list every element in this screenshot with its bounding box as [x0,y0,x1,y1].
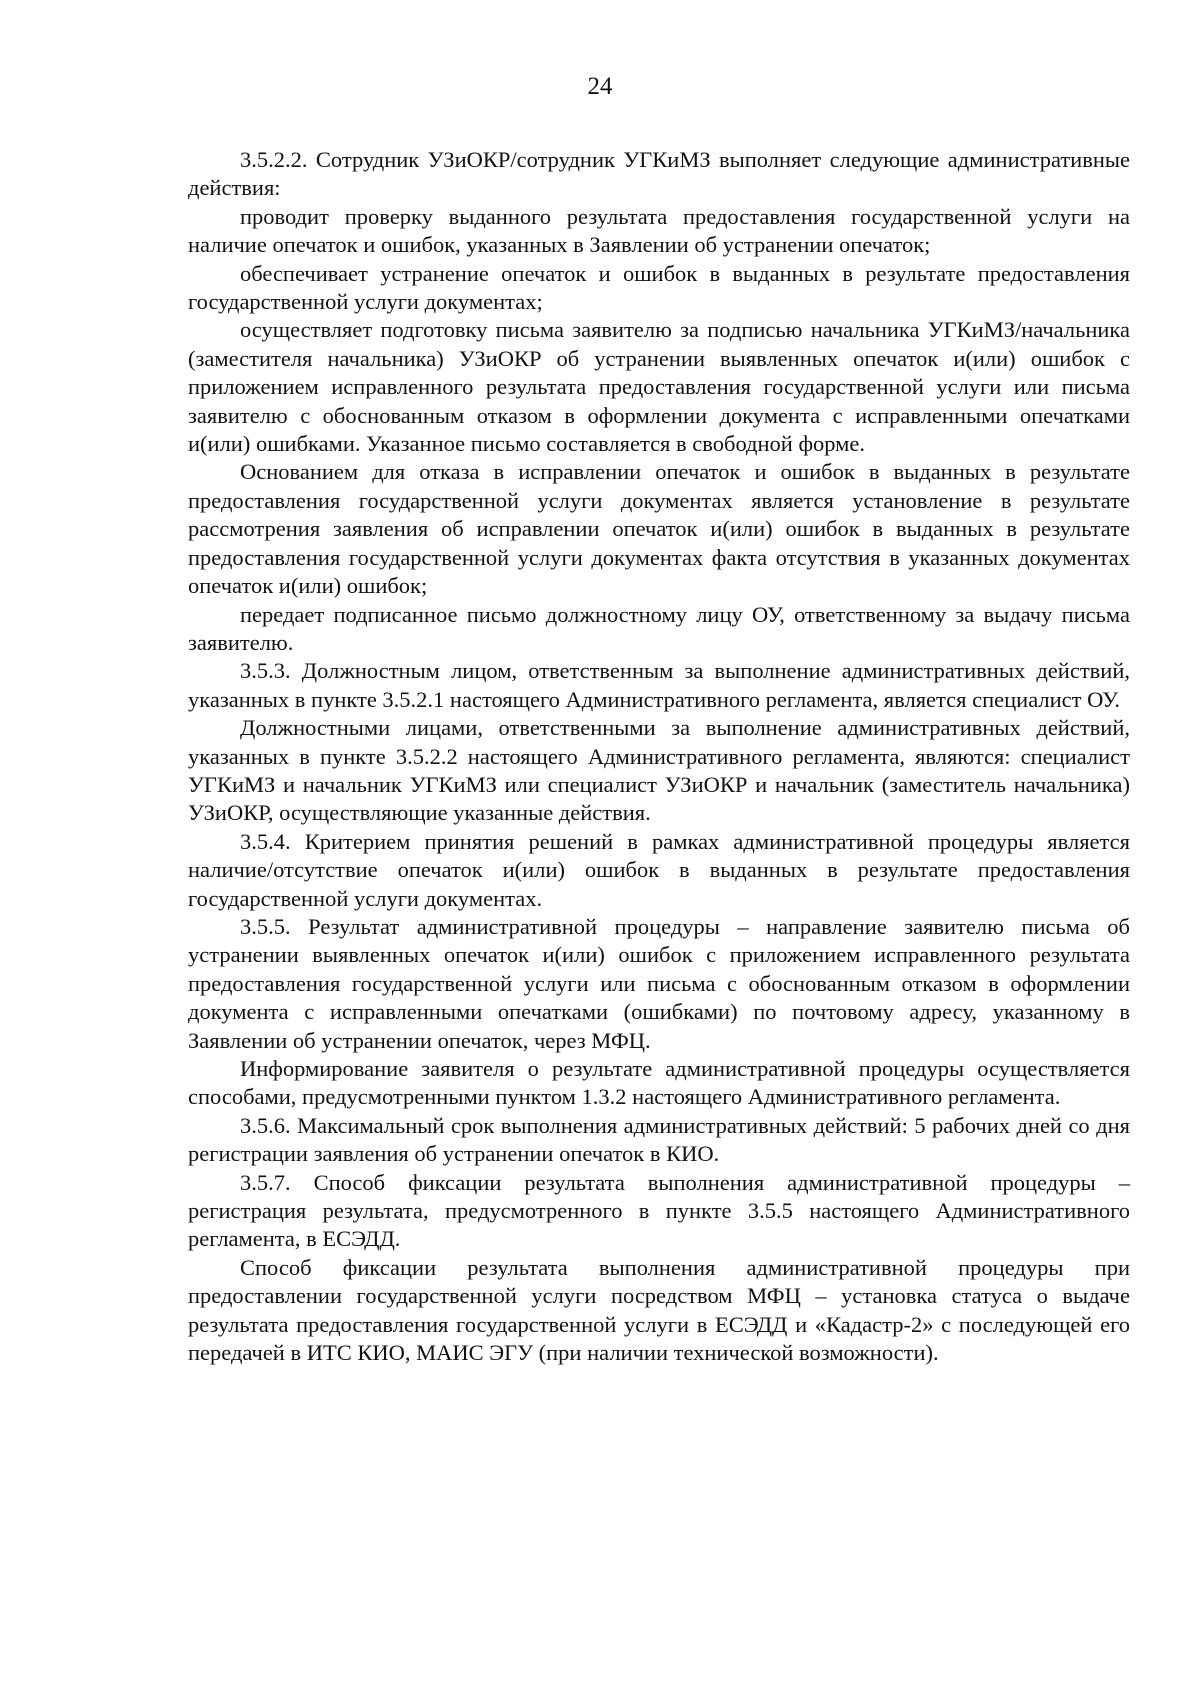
paragraph-3-5-7: 3.5.7. Способ фиксации результата выполнения административной процедуры – регистрация результата, предусмотренного в пункте 3.5.5 настоящего Административного регламента, в ЕСЭДД. [188,1169,1130,1252]
paragraph-prepare-letter: осуществляет подготовку письма заявителю за подписью начальника УГКиМЗ/начальника (заместителя начальника) УЗиОКР об устранении выявленных опечаток и(или) ошибок с приложением исправленного результата предоставления государственной услуги или письма заявителю с обоснованным отказом в оформлении документа с исправленными опечатками и(или) ошибками. Указанное письмо составляется в свободной форме. [188,317,1130,457]
page-number: 24 [587,73,613,100]
paragraph-3-5-6: 3.5.6. Максимальный срок выполнения административных действий: 5 рабочих дней со дня регистрации заявления об устранении опечаток в КИО. [188,1112,1130,1167]
paragraph-check-errors: проводит проверку выданного результата предоставления государственной услуги на наличие опечаток и ошибок, указанных в Заявлении об устранении опечаток; [188,203,1130,258]
paragraph-mfc-fixation: Способ фиксации результата выполнения административной процедуры при предоставлении государственной услуги посредством МФЦ – установка статуса о выдаче результата предоставления государственной услуги в ЕСЭДД и «Кадастр-2» с последующей его передачей в ИТС КИО, МАИС ЭГУ (при наличии технической возможности). [188,1254,1130,1366]
paragraph-informing: Информирование заявителя о результате административной процедуры осуществляется способами, предусмотренными пунктом 1.3.2 настоящего Административного регламента. [188,1056,1130,1110]
document-body [188,146,1130,1367]
paragraph-responsible-officials: Должностными лицами, ответственными за выполнение административных действий, указанных в пункте 3.5.2.2 настоящего Административного регламента, являются: специалист УГКиМЗ и начальник УГКиМЗ или специалист УЗиОКР и начальник (заместитель начальника) УЗиОКР, осуществляющие указанные действия. [188,715,1130,826]
paragraph-3-5-3: 3.5.3. Должностным лицом, ответственным за выполнение административных действий, указанных в пункте 3.5.2.1 настоящего Административного регламента, является специалист ОУ. [188,658,1130,712]
paragraph-fix-errors: обеспечивает устранение опечаток и ошибок в выданных в результате предоставления государственной услуги документах; [188,260,1130,315]
paragraph-refusal-grounds: Основанием для отказа в исправлении опечаток и ошибок в выданных в результате предоставления государственной услуги документах является установление в результате рассмотрения заявления об исправлении опечаток и(или) ошибок в выданных в результате предоставления государственной услуги документах факта отсутствия в указанных документах опечаток и(или) ошибок; [188,459,1130,599]
paragraph-3-5-5: 3.5.5. Результат административной процедуры – направление заявителю письма об устранении выявленных опечаток и(или) ошибок с приложением исправленного результата предоставления государственной услуги или письма с обоснованным отказом в оформлении документа с исправленными опечатками (ошибками) по почтовому адресу, указанному в Заявлении об устранении опечаток, через МФЦ. [188,913,1130,1053]
paragraph-3-5-4: 3.5.4. Критерием принятия решений в рамках административной процедуры является наличие/отсутствие опечаток и(или) ошибок в выданных в результате предоставления государственной услуги документах. [188,828,1130,911]
paragraph-3-5-2-2-intro: 3.5.2.2. Сотрудник УЗиОКР/сотрудник УГКиМЗ выполняет следующие административные действия: [188,147,1130,201]
paragraph-transfer-letter: передает подписанное письмо должностному лицу ОУ, ответственному за выдачу письма заявителю. [188,601,1130,655]
